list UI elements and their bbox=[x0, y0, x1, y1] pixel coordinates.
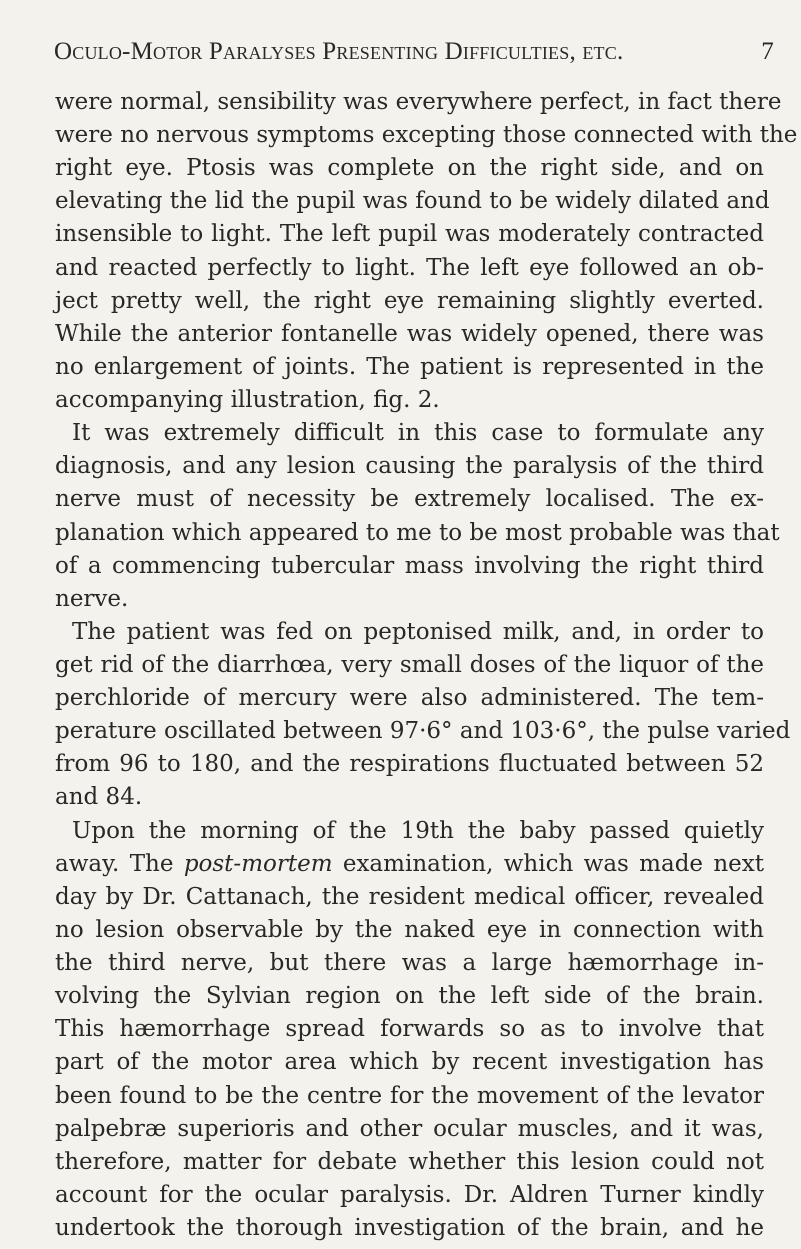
text-line: get rid of the diarrhœa, very small doses of the liquor of the bbox=[55, 652, 764, 678]
text-line: accompanying illustration, fig. 2. bbox=[55, 387, 440, 413]
text-line: no enlargement of joints. The patient is represented in the bbox=[55, 354, 764, 380]
text-line: planation which appeared to me to be most probable was that bbox=[55, 520, 780, 546]
text-line: been found to be the centre for the movement of the levator bbox=[55, 1083, 764, 1109]
text-line: perature oscillated between 97·6° and 103·6°, the pulse varied bbox=[55, 718, 791, 744]
text-line: diagnosis, and any lesion causing the paralysis of the third bbox=[55, 453, 764, 479]
text-run: away. The bbox=[55, 851, 184, 877]
text-line: and reacted perfectly to light. The left eye followed an ob- bbox=[55, 255, 764, 281]
text-line: perchloride of mercury were also administered. The tem- bbox=[55, 685, 764, 711]
text-line: were normal, sensibility was everywhere perfect, in fact there bbox=[55, 89, 782, 115]
text-run: examination, which was made next bbox=[332, 851, 765, 877]
text-line: elevating the lid the pupil was found to be widely dilated and bbox=[55, 188, 770, 214]
text-line: palpebræ superioris and other ocular muscles, and it was, bbox=[55, 1116, 764, 1142]
text-line: volving the Sylvian region on the left side of the brain. bbox=[55, 983, 764, 1009]
text-line: The patient was fed on peptonised milk, and, in order to bbox=[72, 619, 764, 645]
text-line: and 84. bbox=[55, 784, 143, 810]
text-line: account for the ocular paralysis. Dr. Aldren Turner kindly bbox=[55, 1182, 764, 1208]
text-line: therefore, matter for debate whether this lesion could not bbox=[55, 1149, 764, 1175]
text-line: no lesion observable by the naked eye in connection with bbox=[55, 917, 764, 943]
text-line: the third nerve, but there was a large hæmorrhage in- bbox=[55, 950, 764, 976]
running-head-title: Oculo-Motor Paralyses Presenting Difficulties, etc. bbox=[54, 38, 624, 65]
page-number: 7 bbox=[761, 38, 774, 65]
text-line: While the anterior fontanelle was widely opened, there was bbox=[55, 321, 764, 347]
text-line: undertook the thorough investigation of the brain, and he bbox=[55, 1215, 764, 1241]
text-line: day by Dr. Cattanach, the resident medical officer, revealed bbox=[55, 884, 764, 910]
text-line: nerve. bbox=[55, 586, 129, 612]
running-head bbox=[54, 38, 774, 68]
text-line: right eye. Ptosis was complete on the right side, and on bbox=[55, 155, 764, 181]
text-line: This hæmorrhage spread forwards so as to involve that bbox=[55, 1016, 764, 1042]
text-line: It was extremely difficult in this case to formulate any bbox=[72, 420, 764, 446]
text-line: part of the motor area which by recent investigation has bbox=[55, 1049, 764, 1075]
text-line: Upon the morning of the 19th the baby passed quietly bbox=[72, 818, 764, 844]
text-line: insensible to light. The left pupil was moderately contracted bbox=[55, 221, 764, 247]
text-line: from 96 to 180, and the respirations fluctuated between 52 bbox=[55, 751, 764, 777]
text-line: ject pretty well, the right eye remaining slightly everted. bbox=[55, 288, 764, 314]
text-line: of a commencing tubercular mass involving the right third bbox=[55, 553, 764, 579]
text-line: were no nervous symptoms excepting those connected with the bbox=[55, 122, 798, 148]
italic-term: post-mortem bbox=[183, 851, 333, 877]
text-line: nerve must of necessity be extremely localised. The ex- bbox=[55, 486, 764, 512]
